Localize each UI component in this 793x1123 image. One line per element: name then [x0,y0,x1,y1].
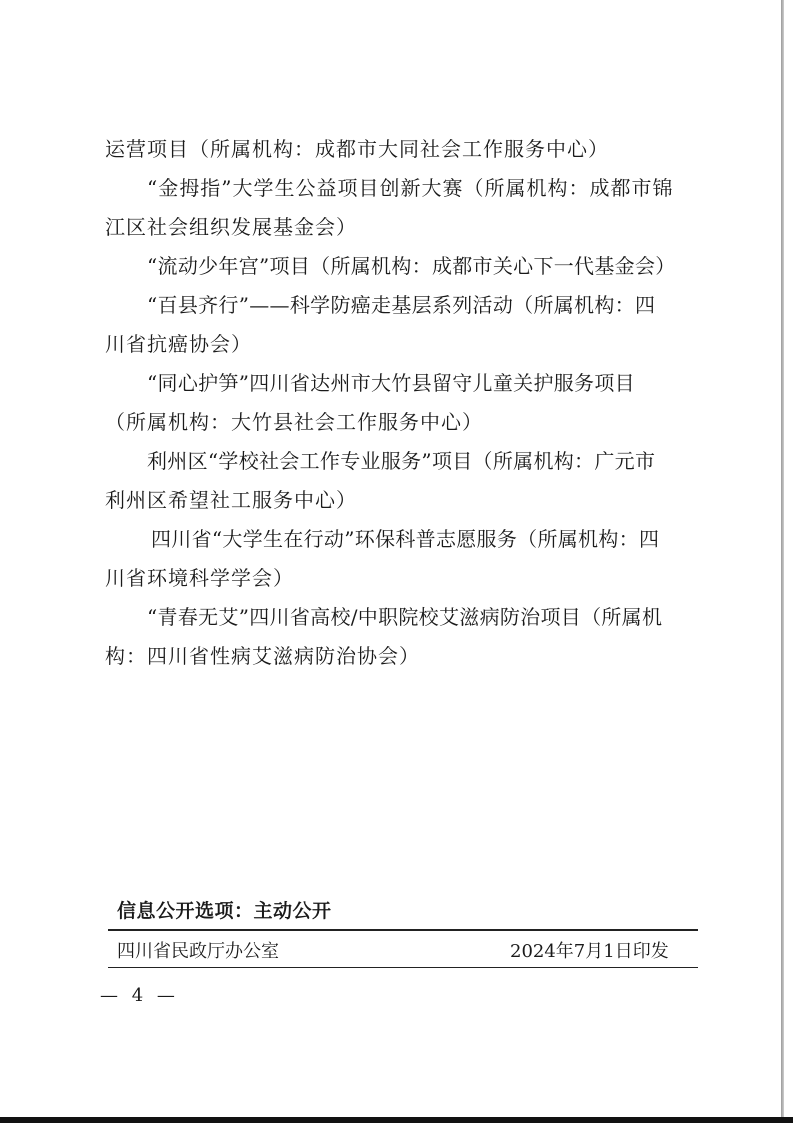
scan-edge-right [781,0,784,1123]
body-line: “同心护笋”四川省达州市大竹县留守儿童关护服务项目 [147,371,635,395]
body-line: 运营项目（所属机构：成都市大同社会工作服务中心） [105,137,609,161]
footer-rule-bottom [108,967,698,968]
project-list [105,130,690,676]
issue-date: 2024年7月1日印发 [510,941,669,962]
body-line: “百县齐行”——科学防癌走基层系列活动（所属机构：四 [147,293,656,317]
body-line: 构：四川省性病艾滋病防治协会） [105,644,420,668]
body-line: 四川省“大学生在行动”环保科普志愿服务（所属机构：四 [151,527,660,551]
disclosure-option: 信息公开选项：主动公开 [117,900,332,922]
body-line: 利州区希望社工服务中心） [105,488,357,512]
body-line: 江区社会组织发展基金会） [105,215,357,239]
footer-rule-top [108,929,698,931]
body-line: 利州区“学校社会工作专业服务”项目（所属机构：广元市 [147,449,656,473]
issuing-office: 四川省民政厅办公室 [117,941,279,962]
body-line: “流动少年宫”项目（所属机构：成都市关心下一代基金会） [147,254,676,278]
body-line: 川省环境科学学会） [105,566,294,590]
scan-edge-bottom [0,1117,793,1123]
body-line: “金拇指”大学生公益项目创新大赛（所属机构：成都市锦 [147,176,674,200]
body-line: 川省抗癌协会） [105,332,252,356]
body-line: （所属机构：大竹县社会工作服务中心） [105,410,483,434]
page-number: — 4 — [100,985,179,1006]
body-line: “青春无艾”四川省高校/中职院校艾滋病防治项目（所属机 [147,605,663,629]
